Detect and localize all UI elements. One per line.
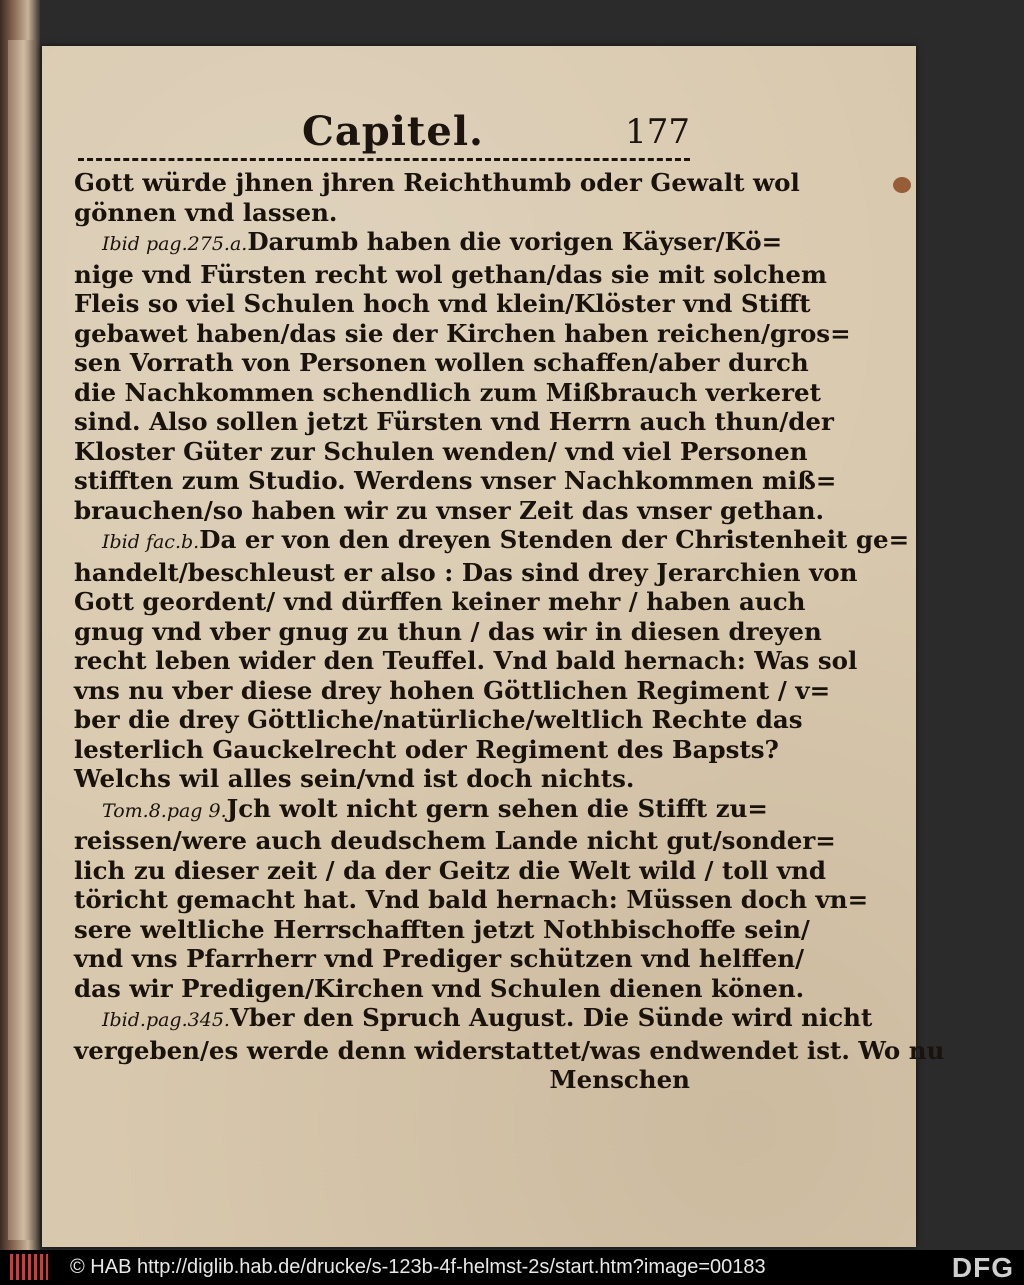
line-text: ber die drey Göttliche/natürliche/weltlich Rechte das bbox=[74, 705, 803, 734]
line-text: lesterlich Gauckelrecht oder Regiment des Bapsts? bbox=[74, 734, 779, 764]
reference-citation: Ibid.pag.345. bbox=[102, 1009, 230, 1031]
line-text: stifften zum Studio. Werdens vnser Nachkommen miß= bbox=[74, 466, 837, 495]
dfg-logo: DFG bbox=[951, 1252, 1014, 1283]
text-line bbox=[74, 525, 910, 558]
line-text: töricht gemacht hat. Vnd bald hernach: Müssen doch vn= bbox=[74, 885, 869, 914]
chapter-heading: Capitel. bbox=[302, 108, 484, 155]
copyright-url[interactable]: © HAB http://diglib.hab.de/drucke/s-123b-4f-helmst-2s/start.htm?image=00183 bbox=[70, 1256, 766, 1278]
text-line bbox=[74, 914, 810, 945]
body-text bbox=[74, 168, 945, 1095]
text-line bbox=[74, 705, 803, 735]
text-line bbox=[74, 646, 858, 676]
text-line bbox=[74, 407, 834, 437]
page-number: 177 bbox=[625, 112, 690, 152]
barcode-icon bbox=[10, 1254, 48, 1280]
catchword: Menschen bbox=[549, 1065, 690, 1094]
line-text: Welchs wil alles sein/vnd ist doch nichts. bbox=[74, 764, 635, 793]
reference-citation: Ibid fac.b. bbox=[102, 531, 200, 553]
text-line bbox=[74, 764, 690, 794]
line-text: vnd vns Pfarrherr vnd Prediger schützen vnd helffen/ bbox=[74, 944, 805, 973]
text-line bbox=[74, 793, 768, 827]
line-text: Darumb haben die vorigen Käyser/Kö= bbox=[247, 227, 783, 256]
text-line bbox=[74, 377, 821, 408]
text-line bbox=[74, 826, 836, 856]
line-text: das wir Predigen/Kirchen vnd Schulen dienen könen. bbox=[74, 973, 805, 1003]
text-line bbox=[74, 616, 822, 647]
paper-stain bbox=[893, 177, 911, 193]
text-line bbox=[74, 436, 808, 467]
text-line bbox=[74, 675, 831, 706]
line-text: handelt/beschleust er also : Das sind drey Jerarchien von bbox=[74, 557, 858, 587]
text-line bbox=[74, 259, 827, 290]
line-text: vergeben/es werde denn widerstattet/was endwendet ist. Wo nu bbox=[74, 1035, 945, 1065]
text-line bbox=[74, 944, 805, 974]
line-text: Vber den Spruch August. Die Sünde wird nicht bbox=[229, 1003, 873, 1032]
viewer-footer bbox=[0, 1250, 1024, 1285]
text-line bbox=[74, 1035, 945, 1066]
text-line bbox=[74, 495, 825, 526]
line-text: Gott geordent/ vnd dürffen keiner mehr / haben auch bbox=[74, 587, 806, 616]
text-line bbox=[74, 557, 858, 588]
text-line bbox=[74, 466, 837, 496]
line-text: Gott würde jhnen jhren Reichthumb oder Gewalt wol bbox=[74, 168, 800, 197]
text-line bbox=[74, 973, 805, 1004]
line-text: gnug vnd vber gnug zu thun / das wir in diesen dreyen bbox=[74, 616, 822, 646]
text-line bbox=[74, 168, 800, 198]
line-text: lich zu dieser zeit / da der Geitz die Welt wild / toll vnd bbox=[74, 855, 827, 885]
text-line bbox=[74, 227, 783, 260]
line-text: recht leben wider den Teuffel. Vnd bald hernach: Was sol bbox=[74, 646, 858, 675]
reference-citation: Ibid pag.275.a. bbox=[102, 233, 248, 255]
text-line bbox=[74, 734, 779, 765]
text-line bbox=[74, 855, 827, 886]
text-line bbox=[74, 318, 851, 349]
text-line bbox=[74, 885, 869, 915]
line-text: sind. Also sollen jetzt Fürsten vnd Herrn auch thun/der bbox=[74, 407, 834, 436]
header-rule bbox=[78, 158, 690, 161]
line-text: Da er von den dreyen Stenden der Christenheit ge= bbox=[199, 525, 910, 554]
text-line bbox=[74, 198, 690, 228]
line-text: vns nu vber diese drey hohen Göttlichen Regiment / v= bbox=[74, 675, 831, 705]
reference-citation: Tom.8.pag 9. bbox=[102, 799, 227, 822]
line-text: die Nachkommen schendlich zum Mißbrauch verkeret bbox=[74, 377, 821, 407]
line-text: nige vnd Fürsten recht wol gethan/das sie mit solchem bbox=[74, 259, 827, 289]
line-text: sen Vorrath von Personen wollen schaffen/aber durch bbox=[74, 348, 809, 377]
line-text: Kloster Güter zur Schulen wenden/ vnd viel Personen bbox=[74, 436, 808, 466]
line-text: gönnen vnd lassen. bbox=[74, 197, 338, 227]
book-spine-shadow bbox=[8, 40, 34, 1240]
line-text: sere weltliche Herrschafften jetzt Nothbischoffe sein/ bbox=[74, 914, 810, 944]
page-header bbox=[80, 108, 690, 158]
text-line bbox=[74, 289, 811, 319]
text-line bbox=[74, 1003, 873, 1036]
line-text: Fleis so viel Schulen hoch vnd klein/Klöster vnd Stifft bbox=[74, 289, 811, 318]
line-text: reissen/were auch deudschem Lande nicht gut/sonder= bbox=[74, 826, 836, 855]
line-text: gebawet haben/das sie der Kirchen haben reichen/gros= bbox=[74, 318, 851, 348]
line-text: Jch wolt nicht gern sehen die Stifft zu= bbox=[226, 793, 768, 823]
text-line bbox=[74, 348, 809, 378]
text-line bbox=[74, 587, 806, 617]
line-text: brauchen/so haben wir zu vnser Zeit das vnser gethan. bbox=[74, 495, 825, 525]
